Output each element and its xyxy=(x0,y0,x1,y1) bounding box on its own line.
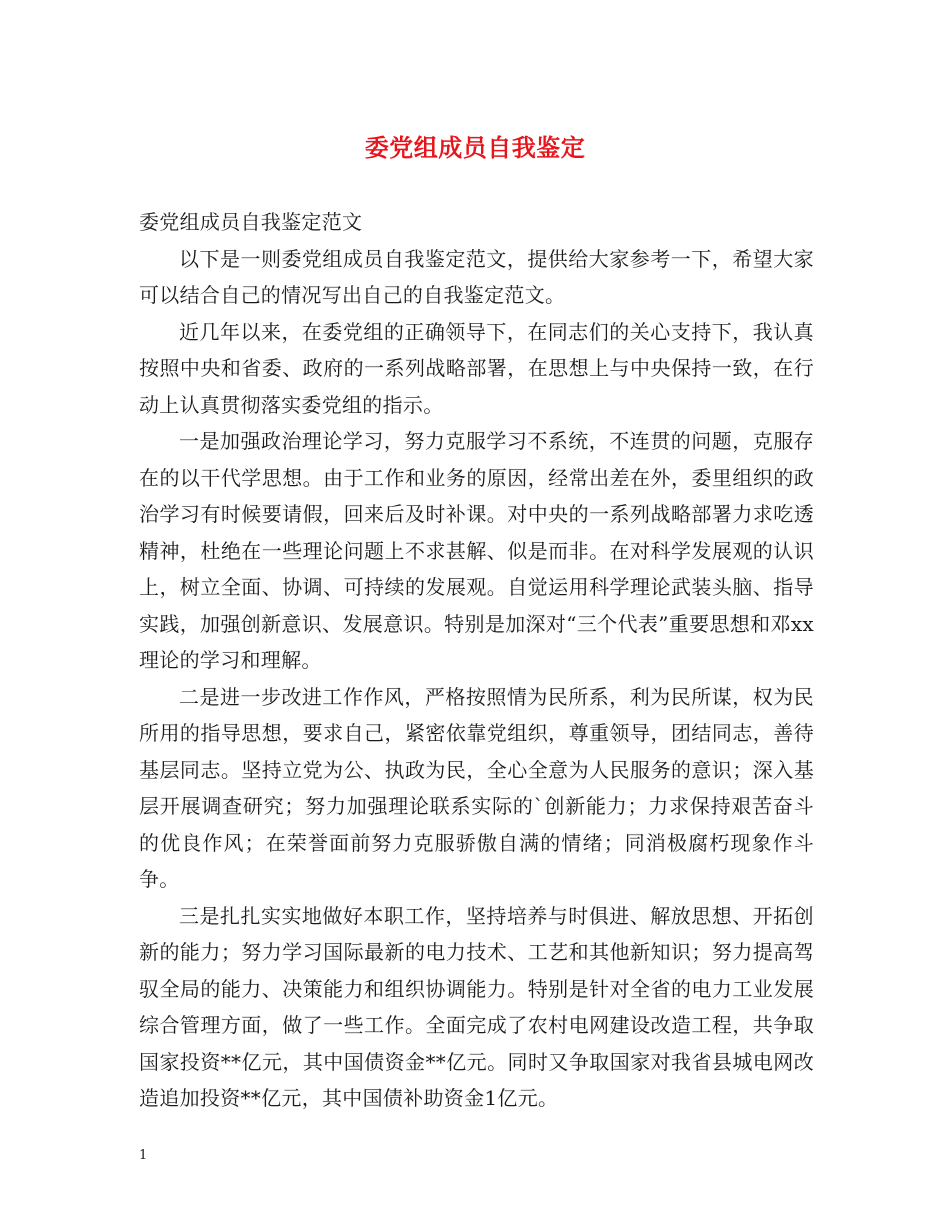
document-body xyxy=(139,204,814,1117)
paragraph-point-one: 一是加强政治理论学习，努力克服学习不系统，不连贯的问题，克服存在的以干代学思想。由于工作和业务的原因，经常出差在外，委里组织的政治学习有时候要请假，回来后及时补课。对中央的一系列战略部署力求吃透精神，杜绝在一些理论问题上不求甚解、似是而非。在对科学发展观的认识上，树立全面、协调、可持续的发展观。自觉运用科学理论武装头脑、指导实践，加强创新意识、发展意识。特别是加深对“三个代表”重要思想和邓xx理论的学习和理解。 xyxy=(139,429,814,672)
page-number: 1 xyxy=(139,1148,148,1163)
paragraph-intro: 以下是一则委党组成员自我鉴定范文，提供给大家参考一下，希望大家可以结合自己的情况写出自己的自我鉴定范文。 xyxy=(139,246,814,307)
document-subtitle: 委党组成员自我鉴定范文 xyxy=(139,210,363,234)
paragraph-overview: 近几年以来，在委党组的正确领导下，在同志们的关心支持下，我认真按照中央和省委、政府的一系列战略部署，在思想上与中央保持一致，在行动上认真贯彻落实委党组的指示。 xyxy=(139,319,814,417)
document-title: 委党组成员自我鉴定 xyxy=(364,133,586,162)
paragraph-point-three: 三是扎扎实实地做好本职工作，坚持培养与时俱进、解放思想、开拓创新的能力；努力学习国际最新的电力技术、工艺和其他新知识；努力提高驾驭全局的能力、决策能力和组织协调能力。特别是针对全省的电力工业发展综合管理方面，做了一些工作。全面完成了农村电网建设改造工程，共争取国家投资**亿元，其中国债资金**亿元。同时又争取国家对我省县城电网改造追加投资**亿元，其中国债补助资金1亿元。 xyxy=(139,903,814,1110)
paragraph-point-two: 二是进一步改进工作作风，严格按照情为民所系，利为民所谋，权为民所用的指导思想，要求自己，紧密依靠党组织，尊重领导，团结同志，善待基层同志。坚持立党为公、执政为民，全心全意为人民服务的意识；深入基层开展调查研究；努力加强理论联系实际的`创新能力；力求保持艰苦奋斗的优良作风；在荣誉面前努力克服骄傲自满的情绪；同消极腐朽现象作斗争。 xyxy=(139,684,814,891)
